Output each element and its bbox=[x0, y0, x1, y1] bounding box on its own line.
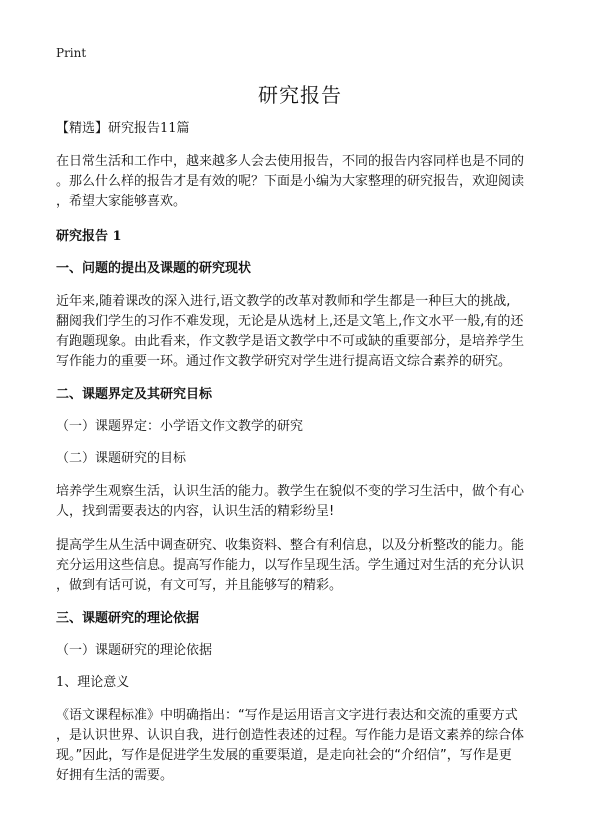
text-line: 现。”因此，写作是促进学生发展的重要渠道，是走向社会的“介绍信”，写作是更 bbox=[56, 748, 512, 763]
text-line: 在日常生活和工作中，越来越多人会去使用报告，不同的报告内容同样也是不同的 bbox=[56, 154, 525, 169]
section2-paragraph-1 bbox=[56, 482, 544, 522]
section-heading-1: 一、问题的提出及课题的研究现状 bbox=[56, 261, 252, 276]
report-heading: 研究报告 1 bbox=[56, 229, 122, 244]
text-line: 提高学生从生活中调查研究、收集资料、整合有利信息，以及分析整改的能力。能 bbox=[56, 538, 525, 553]
text-line: 近年来,随着课改的深入进行,语文教学的改革对教师和学生都是一种巨大的挑战, bbox=[56, 294, 511, 309]
text-line: 人，找到需要表达的内容，认识生活的精彩纷呈! bbox=[56, 504, 335, 519]
subsection-heading: （一）课题研究的理论依据 bbox=[56, 643, 213, 658]
subsection-heading: （一）课题界定：小学语文作文教学的研究 bbox=[56, 419, 304, 434]
text-line: ，是认识世界、认识自我，进行创造性表述的过程。写作能力是语文素养的综合体 bbox=[56, 728, 525, 743]
text-line: 翻阅我们学生的习作不难发现，无论是从选材上,还是文笔上,作文水平一般,有的还 bbox=[56, 314, 524, 329]
text-line: ，希望大家能够喜欢。 bbox=[56, 194, 187, 209]
text-line: 《语文课程标准》中明确指出：“写作是运用语言文字进行表达和交流的重要方式 bbox=[56, 708, 518, 723]
text-line: 好拥有生活的需要。 bbox=[56, 768, 174, 783]
text-line: 写作能力的重要一环。通过作文教学研究对学生进行提高语文综合素养的研究。 bbox=[56, 354, 512, 369]
intro-paragraph bbox=[56, 152, 544, 212]
subsection-heading: （二）课题研究的目标 bbox=[56, 451, 187, 466]
subsection-heading: 1、理论意义 bbox=[56, 675, 130, 690]
section-heading-3: 三、课题研究的理论依据 bbox=[56, 611, 200, 626]
text-line: 有跑题现象。由此看来，作文教学是语文教学中不可或缺的重要部分，是培养学生 bbox=[56, 334, 525, 349]
text-line: 充分运用这些信息。提高写作能力，以写作呈现生活。学生通过对生活的充分认识 bbox=[56, 558, 525, 573]
section1-paragraph bbox=[56, 292, 544, 372]
document-title: 研究报告 bbox=[258, 83, 342, 107]
print-link[interactable]: Print bbox=[56, 46, 87, 60]
document-subtitle: 【精选】研究报告11篇 bbox=[56, 121, 190, 136]
section-heading-2: 二、课题界定及其研究目标 bbox=[56, 387, 213, 402]
section2-paragraph-2 bbox=[56, 536, 544, 596]
text-line: 培养学生观察生活，认识生活的能力。教学生在貌似不变的学习生活中，做个有心 bbox=[56, 484, 525, 499]
text-line: 。那么什么样的报告才是有效的呢？下面是小编为大家整理的研究报告，欢迎阅读 bbox=[56, 174, 525, 189]
text-line: ，做到有话可说，有文可写，并且能够写的精彩。 bbox=[56, 578, 343, 593]
section3-paragraph bbox=[56, 706, 544, 786]
